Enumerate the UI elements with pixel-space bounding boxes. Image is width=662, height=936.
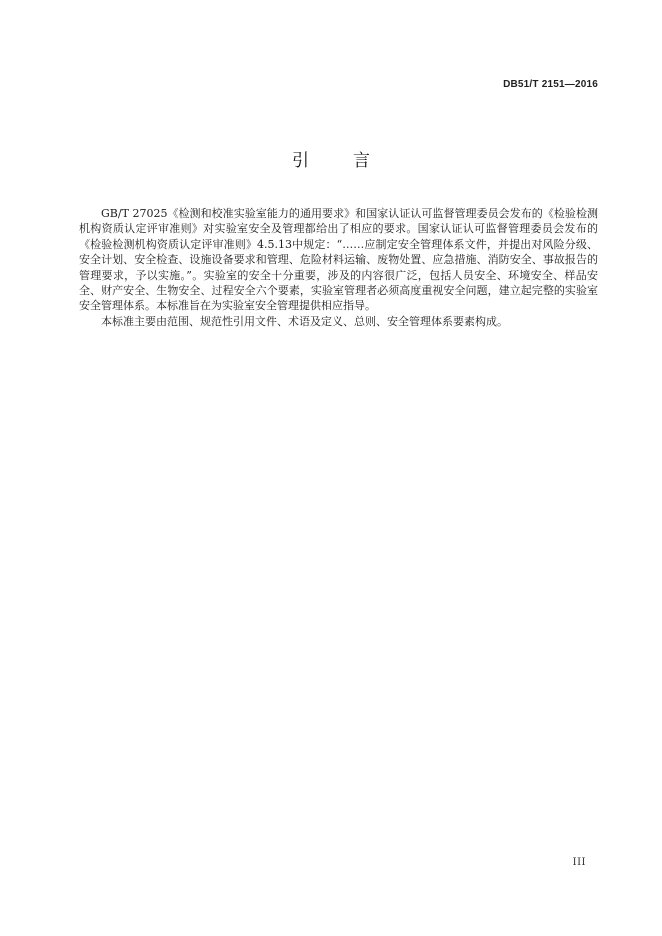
body-text bbox=[79, 206, 598, 329]
paragraph-composition: 本标准主要由范围、规范性引用文件、术语及定义、总则、安全管理体系要素构成。 bbox=[101, 314, 508, 328]
page-number: III bbox=[572, 857, 586, 868]
document-code: DB51/T 2151—2016 bbox=[503, 79, 598, 90]
page-title: 引言 bbox=[292, 151, 414, 171]
paragraph-intro: GB/T 27025《检测和校准实验室能力的通用要求》和国家认证认可监督管理委员会发布的《检验检测机构资质认定评审准则》对实验室安全及管理都给出了相应的要求。国家认证认可监督管理委员会发布的《检验检测机构资质认定评审准则》4.5.13中规定：“……应制定安全管理体系文件，并提出对风险分级、安全计划、安全检查、设施设备要求和管理、危险材料运输、废物处置、应急措施、消防安全、事故报告的管理要求，予以实施。”。实验室的安全十分重要，涉及的内容很广泛，包括人员安全、环境安全、样品安全、财产安全、生物安全、过程安全六个要素，实验室管理者必须高度重视安全问题，建立起完整的实验室安全管理体系。本标准旨在为实验室安全管理提供相应指导。 bbox=[79, 207, 598, 313]
